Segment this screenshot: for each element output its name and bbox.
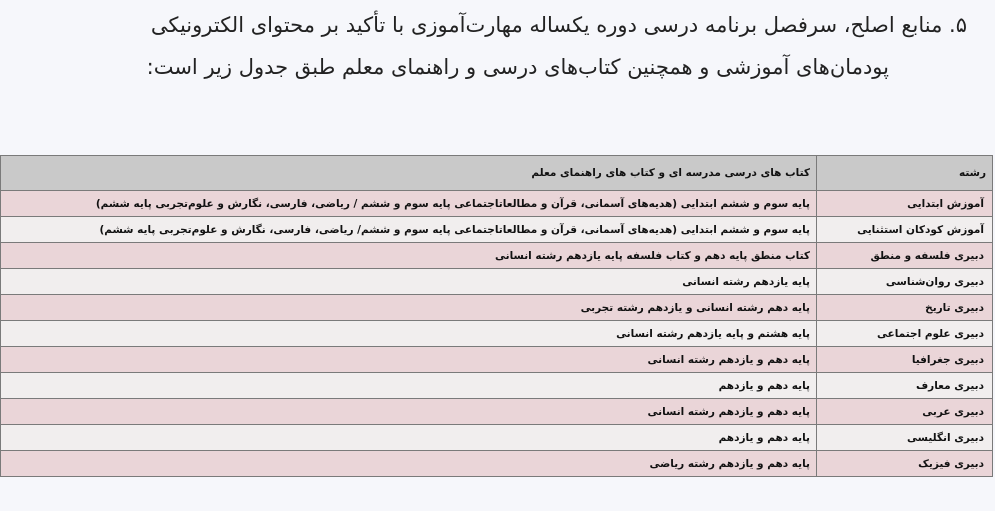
- field-cell: دبیری فیزیک: [817, 451, 993, 477]
- books-cell: پایه هشتم و پایه یازدهم رشته انسانی: [1, 321, 817, 347]
- books-cell: پایه دهم و یازدهم رشته ریاضی: [1, 451, 817, 477]
- header-field: رشته: [817, 156, 993, 191]
- field-cell: دبیری فلسفه و منطق: [817, 243, 993, 269]
- field-cell: دبیری روان‌شناسی: [817, 269, 993, 295]
- heading-line-2: پودمان‌های آموزشی و همچنین کتاب‌های درسی و راهنمای معلم طبق جدول زیر است:: [146, 55, 889, 79]
- field-cell: دبیری عربی: [817, 399, 993, 425]
- books-cell: کتاب منطق پایه دهم و کتاب فلسفه پایه یازدهم رشته انسانی: [1, 243, 817, 269]
- books-cell: پایه سوم و ششم ابتدایی (هدیه‌های آسمانی، قرآن و مطالعاتاجتماعی پایه سوم و ششم / ریاضی، فارسی، نگارش و علوم‌تجربی پایه ششم): [1, 191, 817, 217]
- field-cell: دبیری تاریخ: [817, 295, 993, 321]
- field-cell: آموزش کودکان استثنایی: [817, 217, 993, 243]
- section-heading: [17, 4, 967, 88]
- books-table: [0, 155, 993, 477]
- books-cell: پایه دهم و یازدهم: [1, 425, 817, 451]
- field-cell: دبیری انگلیسی: [817, 425, 993, 451]
- books-cell: پایه سوم و ششم ابتدایی (هدیه‌های آسمانی، قرآن و مطالعاتاجتماعی پایه سوم و ششم/ ریاضی، فارسی، نگارش و علوم‌تجربی پایه ششم): [1, 217, 817, 243]
- table-row: [1, 451, 993, 477]
- books-cell: پایه دهم و یازدهم: [1, 373, 817, 399]
- field-cell: آموزش ابتدایی: [817, 191, 993, 217]
- table-row: [1, 425, 993, 451]
- table-row: [1, 399, 993, 425]
- table-row: [1, 321, 993, 347]
- books-cell: پایه یازدهم رشته انسانی: [1, 269, 817, 295]
- field-cell: دبیری معارف: [817, 373, 993, 399]
- heading-line-1: ۵. منابع اصلح، سرفصل برنامه درسی دوره یکساله مهارت‌آموزی با تأکید بر محتوای الکترونیکی: [150, 13, 967, 37]
- field-cell: دبیری جغرافیا: [817, 347, 993, 373]
- books-cell: پایه دهم و یازدهم رشته انسانی: [1, 347, 817, 373]
- table-row: [1, 217, 993, 243]
- table-row: [1, 243, 993, 269]
- books-cell: پایه دهم و یازدهم رشته انسانی: [1, 399, 817, 425]
- table-header-row: [1, 156, 993, 191]
- books-cell: پایه دهم رشته انسانی و یازدهم رشته تجربی: [1, 295, 817, 321]
- table-row: [1, 191, 993, 217]
- header-books: کتاب های درسی مدرسه ای و کتاب های راهنمای معلم: [1, 156, 817, 191]
- books-table-container: [0, 155, 995, 477]
- table-row: [1, 347, 993, 373]
- field-cell: دبیری علوم اجتماعی: [817, 321, 993, 347]
- table-row: [1, 373, 993, 399]
- table-row: [1, 295, 993, 321]
- table-row: [1, 269, 993, 295]
